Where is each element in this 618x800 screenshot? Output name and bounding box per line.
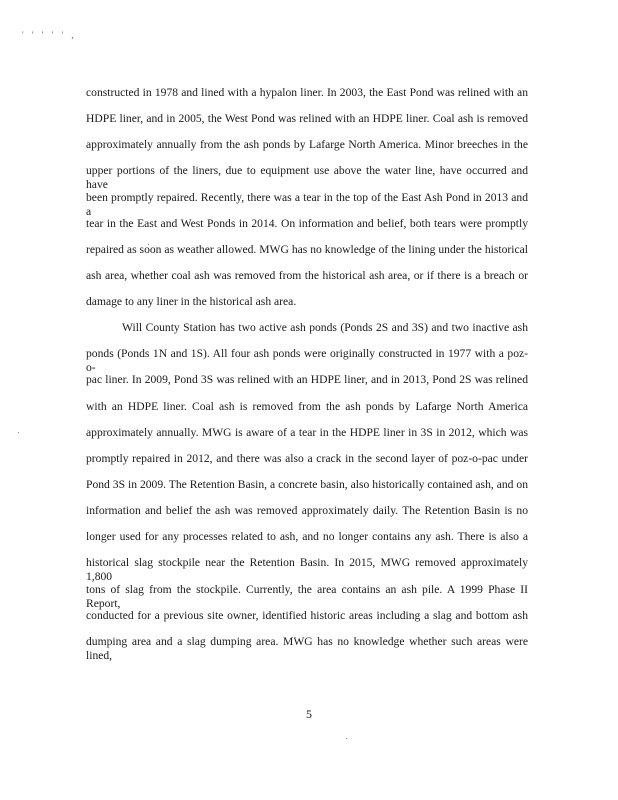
body-text-line: approximately annually from the ash ponds by Lafarge North America. Minor breeches in the — [86, 138, 528, 151]
body-text-line: with an HDPE liner. Coal ash is removed from the ash ponds by Lafarge North America — [86, 400, 528, 413]
body-text-line: information and belief the ash was removed approximately daily. The Retention Basin is no — [86, 504, 528, 517]
body-text-line: tear in the East and West Ponds in 2014. On information and belief, both tears were promptly — [86, 217, 528, 230]
body-text-line: Pond 3S in 2009. The Retention Basin, a concrete basin, also historically contained ash, and on — [86, 478, 528, 491]
body-text-line: approximately annually. MWG is aware of a tear in the HDPE liner in 3S in 2012, which was — [86, 426, 528, 439]
scan-speck — [18, 432, 19, 433]
scan-speck — [346, 738, 347, 739]
body-text-line: repaired as soon as weather allowed. MWG has no knowledge of the lining under the historical — [86, 243, 528, 256]
body-text-line: ponds (Ponds 1N and 1S). All four ash ponds were originally constructed in 1977 with a poz-o- — [86, 347, 528, 374]
body-text-line: pac liner. In 2009, Pond 3S was relined with an HDPE liner, and in 2013, Pond 2S was relined — [86, 373, 528, 386]
body-text-line: conducted for a previous site owner, identified historic areas including a slag and bottom ash — [86, 609, 528, 622]
body-text-line: dumping area and a slag dumping area. MWG has no knowledge whether such areas were lined, — [86, 635, 528, 662]
body-text-line: longer used for any processes related to ash, and no longer contains any ash. There is also a — [86, 530, 528, 543]
body-text-line: tons of slag from the stockpile. Currently, the area contains an ash pile. A 1999 Phase II Report, — [86, 583, 528, 610]
body-text-line: historical slag stockpile near the Retention Basin. In 2015, MWG removed approximately 1,800 — [86, 556, 528, 583]
body-text-line: been promptly repaired. Recently, there was a tear in the top of the East Ash Pond in 2013 and a — [86, 191, 528, 218]
page-number: 5 — [306, 707, 312, 721]
body-text-line: HDPE liner, and in 2005, the West Pond was relined with an HDPE liner. Coal ash is removed — [86, 112, 528, 125]
body-text-line: constructed in 1978 and lined with a hypalon liner. In 2003, the East Pond was relined with an — [86, 86, 528, 99]
body-text-line: upper portions of the liners, due to equipment use above the water line, have occurred and have — [86, 164, 528, 191]
body-text-line: promptly repaired in 2012, and there was also a crack in the second layer of poz-o-pac under — [86, 452, 528, 465]
scan-corner-mark: ' ' ' ' ' , — [22, 30, 77, 40]
body-text-line: ash area, whether coal ash was removed from the historical ash area, or if there is a breach or — [86, 269, 528, 282]
body-text-line: Will County Station has two active ash ponds (Ponds 2S and 3S) and two inactive ash — [122, 321, 528, 334]
body-text-line: damage to any liner in the historical ash area. — [86, 295, 297, 308]
